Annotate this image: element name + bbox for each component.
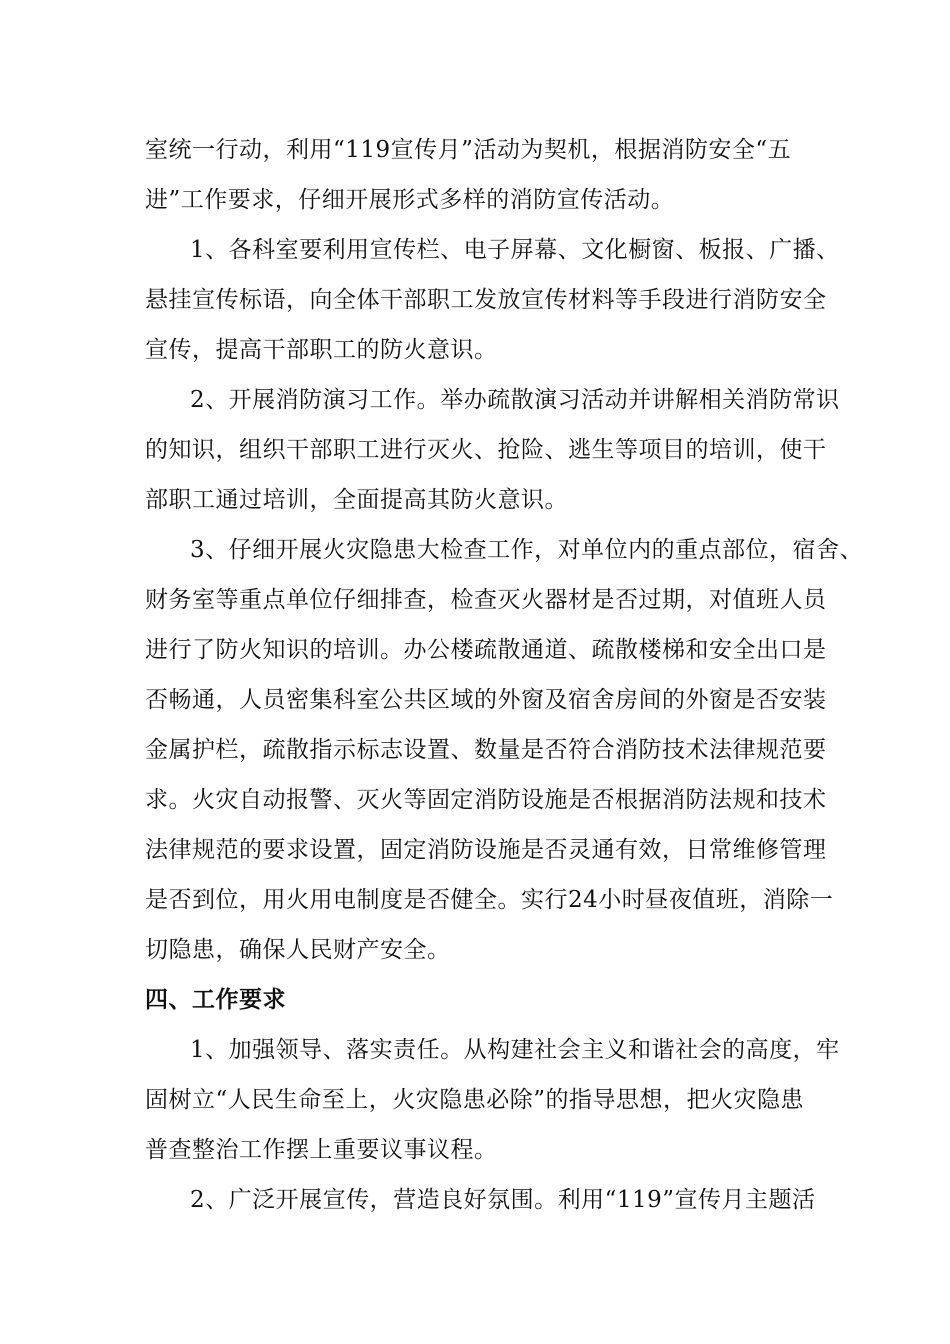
paragraph-line: 求。火灾自动报警、灭火等固定消防设施是否根据消防法规和技术 — [145, 787, 827, 813]
paragraph-line: 悬挂宣传标语，向全体干部职工发放宣传材料等手段进行消防安全 — [145, 287, 827, 313]
paragraph-line: 进”工作要求，仔细开展形式多样的消防宣传活动。 — [145, 187, 675, 213]
paragraph-line: 否畅通，人员密集科室公共区域的外窗及宿舍房间的外窗是否安装 — [145, 687, 827, 713]
paragraph-line: 室统一行动，利用“119宣传月”活动为契机，根据消防安全“五 — [145, 137, 792, 163]
paragraph-line: 普查整治工作摆上重要议事议程。 — [145, 1137, 498, 1163]
paragraph-line: 法律规范的要求设置，固定消防设施是否灵通有效，日常维修管理 — [145, 837, 827, 863]
paragraph-line: 2、广泛开展宣传，营造良好氛围。利用“119”宣传月主题活 — [190, 1187, 816, 1213]
paragraph-line: 切隐患，确保人民财产安全。 — [145, 937, 451, 963]
paragraph-line: 固树立“人民生命至上，火灾隐患必除”的指导思想，把火灾隐患 — [145, 1087, 805, 1113]
paragraph-line: 1、加强领导、落实责任。从构建社会主义和谐社会的高度，牢 — [190, 1037, 840, 1063]
paragraph-line: 的知识，组织干部职工进行灭火、抢险、逃生等项目的培训，使干 — [145, 437, 827, 463]
paragraph-line: 宣传，提高干部职工的防火意识。 — [145, 337, 498, 363]
paragraph-line: 财务室等重点单位仔细排查，检查灭火器材是否过期，对值班人员 — [145, 587, 827, 613]
paragraph-line: 是否到位，用火用电制度是否健全。实行24小时昼夜值班，消除一 — [145, 887, 834, 913]
paragraph-line: 2、开展消防演习工作。举办疏散演习活动并讲解相关消防常识 — [190, 387, 840, 413]
paragraph-line: 3、仔细开展火灾隐患大检查工作，对单位内的重点部位，宿舍、 — [190, 537, 864, 563]
paragraph-line: 进行了防火知识的培训。办公楼疏散通道、疏散楼梯和安全出口是 — [145, 637, 827, 663]
section-heading: 四、工作要求 — [145, 987, 286, 1013]
paragraph-line: 部职工通过培训，全面提高其防火意识。 — [145, 487, 568, 513]
paragraph-line: 1、各科室要利用宣传栏、电子屏幕、文化橱窗、板报、广播、 — [190, 237, 840, 263]
paragraph-line: 金属护栏，疏散指示标志设置、数量是否符合消防技术法律规范要 — [145, 737, 827, 763]
